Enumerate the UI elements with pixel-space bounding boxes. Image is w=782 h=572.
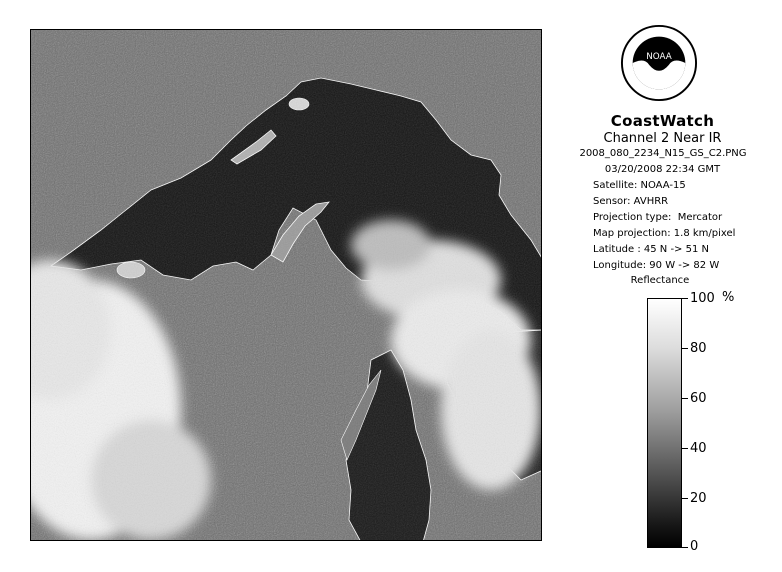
logo-text: NOAA (646, 52, 672, 63)
projection-type: Projection type: Mercator (593, 212, 723, 223)
colorbar-label: 80 (690, 341, 707, 356)
colorbar-title: Reflectance (630, 275, 690, 286)
colorbar-tick (682, 498, 688, 499)
colorbar-label: 60 (690, 391, 707, 406)
colorbar-tick (682, 547, 688, 548)
colorbar-tick (682, 398, 688, 399)
channel-label: Channel 2 Near IR (603, 131, 722, 146)
colorbar-label: 0 (690, 539, 699, 554)
colorbar-tick (682, 348, 688, 349)
colorbar-tick (682, 448, 688, 449)
colorbar-label: 100 (690, 291, 715, 306)
noaa-logo (620, 24, 698, 102)
colorbar-label: 40 (690, 441, 707, 456)
filename: 2008_080_2234_N15_GS_C2.PNG (579, 148, 747, 159)
colorbar-unit: % (722, 290, 735, 305)
datetime: 03/20/2008 22:34 GMT (604, 164, 721, 175)
longitude-range: Longitude: 90 W -> 82 W (593, 260, 720, 271)
satellite-image (30, 29, 542, 541)
brand-title: CoastWatch (610, 112, 715, 130)
sensor-label: Sensor: AVHRR (593, 196, 669, 207)
colorbar-tick (682, 298, 688, 299)
latitude-range: Latitude : 45 N -> 51 N (593, 244, 709, 255)
colorbar-label: 20 (690, 491, 707, 506)
image-grain (31, 30, 542, 541)
map-projection: Map projection: 1.8 km/pixel (593, 228, 736, 239)
satellite-label: Satellite: NOAA-15 (593, 180, 686, 191)
reflectance-colorbar (647, 298, 682, 548)
satellite-map (31, 30, 542, 541)
